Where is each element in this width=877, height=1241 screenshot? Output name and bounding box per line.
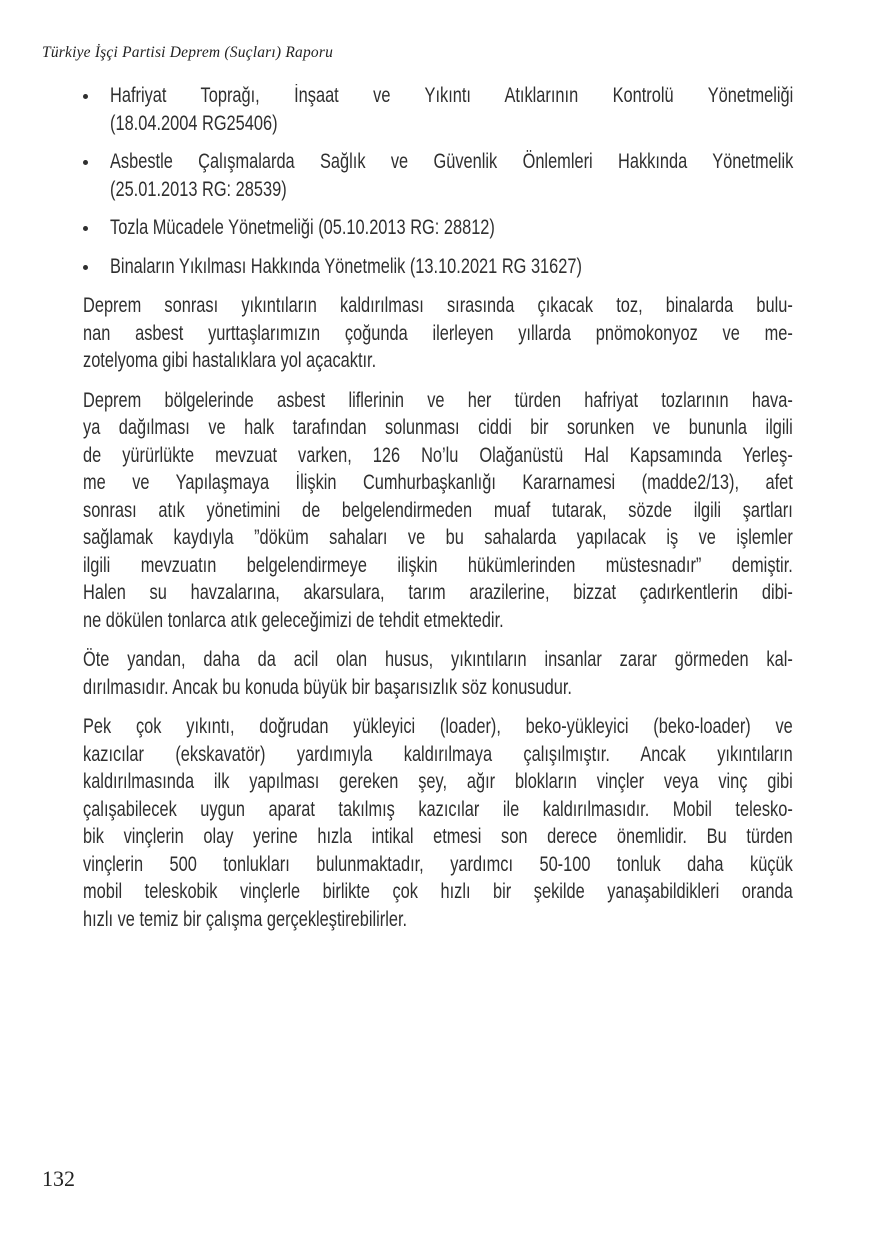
- running-header: Türkiye İşçi Partisi Deprem (Suçları) Raporu: [42, 44, 334, 61]
- bullet-item: [110, 148, 793, 203]
- bullet-text-line: (18.04.2004 RG25406): [110, 111, 278, 135]
- paragraph-text-line: me ve Yapılaşmaya İlişkin Cumhurbaşkanlığı Kararnamesi (madde2/13), afet: [83, 471, 793, 494]
- paragraph-text-line: Pek çok yıkıntı, doğrudan yükleyici (loader), beko-yükleyici (beko-loader) ve: [83, 715, 793, 738]
- paragraph-text-line: Halen su havzalarına, akarsulara, tarım arazilerine, bizzat çadırkentlerin dibi-: [83, 581, 793, 604]
- paragraphs: [83, 292, 793, 933]
- paragraph-text-line: hızlı ve temiz bir çalışma gerçekleştirebilirler.: [83, 907, 408, 931]
- bullet-marker-icon: [83, 94, 88, 99]
- bullet-marker-icon: [83, 265, 88, 270]
- bullet-marker-icon: [83, 226, 88, 231]
- paragraph-text-line: dırılmasıdır. Ancak bu konuda büyük bir başarısızlık söz konusudur.: [83, 675, 572, 699]
- paragraph: [83, 292, 793, 375]
- paragraph-text-line: Deprem sonrası yıkıntıların kaldırılması sırasında çıkacak toz, binalarda bulu-: [83, 294, 793, 317]
- paragraph: [83, 387, 793, 635]
- paragraph-text-line: kaldırılmasında ilk yapılması gereken şey, ağır blokların vinçler veya vinç gibi: [83, 770, 793, 793]
- paragraph-text-line: Deprem bölgelerinde asbest liflerinin ve her türden hafriyat tozlarının hava-: [83, 388, 793, 412]
- paragraph-text-line: kazıcılar (ekskavatör) yardımıyla kaldırılmaya çalışılmıştır. Ancak yıkıntıların: [83, 742, 793, 766]
- paragraph-text-line: vinçlerin 500 tonlukları bulunmaktadır, yardımcı 50-100 tonluk daha küçük: [83, 852, 793, 876]
- paragraph-text-line: Öte yandan, daha da acil olan husus, yıkıntıların insanlar zarar görmeden kal-: [83, 648, 793, 671]
- paragraph-text-line: nan asbest yurttaşlarımızın çoğunda ilerleyen yıllarda pnömokonyoz ve me-: [83, 321, 793, 345]
- bullet-text-line: Binaların Yıkılması Hakkında Yönetmelik (13.10.2021 RG 31627): [110, 254, 582, 278]
- bullet-item: [110, 82, 793, 137]
- paragraph-text-line: ilgili mevzuatın belgelendirmeye ilişkin hükümlerinden müstesnadır” demiştir.: [83, 553, 793, 577]
- bullet-text-line: Hafriyat Toprağı, İnşaat ve Yıkıntı Atıklarının Kontrolü Yönetmeliği: [110, 84, 794, 107]
- bullet-item: [110, 253, 793, 281]
- page-number: 132: [42, 1166, 75, 1191]
- bullet-marker-icon: [83, 160, 88, 165]
- paragraph-text-line: de yürürlükte mevzuat varken, 126 No’lu Olağanüstü Hal Kapsamında Yerleş-: [83, 443, 793, 467]
- paragraph: [83, 713, 793, 933]
- paragraph-text-line: sağlamak kaydıyla ”döküm sahaları ve bu sahalarda yapılacak iş ve işlemler: [83, 526, 793, 549]
- bullet-item: [110, 214, 793, 242]
- page-content: [83, 82, 793, 945]
- paragraph-text-line: ne dökülen tonlarca atık geleceğimizi de tehdit etmektedir.: [83, 608, 504, 632]
- paragraph-text-line: mobil teleskobik vinçlerle birlikte çok hızlı bir şekilde yanaşabildikleri oranda: [83, 880, 793, 903]
- paragraph-text-line: sonrası atık yönetimini de belgelendirmeden muaf tutarak, sözde ilgili şartları: [83, 498, 793, 522]
- bullet-list: [110, 82, 793, 280]
- bullet-text-line: Tozla Mücadele Yönetmeliği (05.10.2013 RG: 28812): [110, 216, 495, 239]
- paragraph-text-line: bik vinçlerin olay yerine hızla intikal etmesi son derece önemlidir. Bu türden: [83, 825, 793, 848]
- bullet-text-line: Asbestle Çalışmalarda Sağlık ve Güvenlik Önlemleri Hakkında Yönetmelik: [110, 150, 794, 173]
- paragraph-text-line: ya dağılması ve halk tarafından solunması ciddi bir sorunken ve bununla ilgili: [83, 416, 793, 439]
- paragraph: [83, 646, 793, 701]
- paragraph-text-line: zotelyoma gibi hastalıklara yol açacaktır.: [83, 349, 377, 372]
- paragraph-text-line: çalışabilecek uygun aparat takılmış kazıcılar ile kaldırılmasıdır. Mobil telesko-: [83, 797, 793, 821]
- bullet-text-line: (25.01.2013 RG: 28539): [110, 177, 287, 201]
